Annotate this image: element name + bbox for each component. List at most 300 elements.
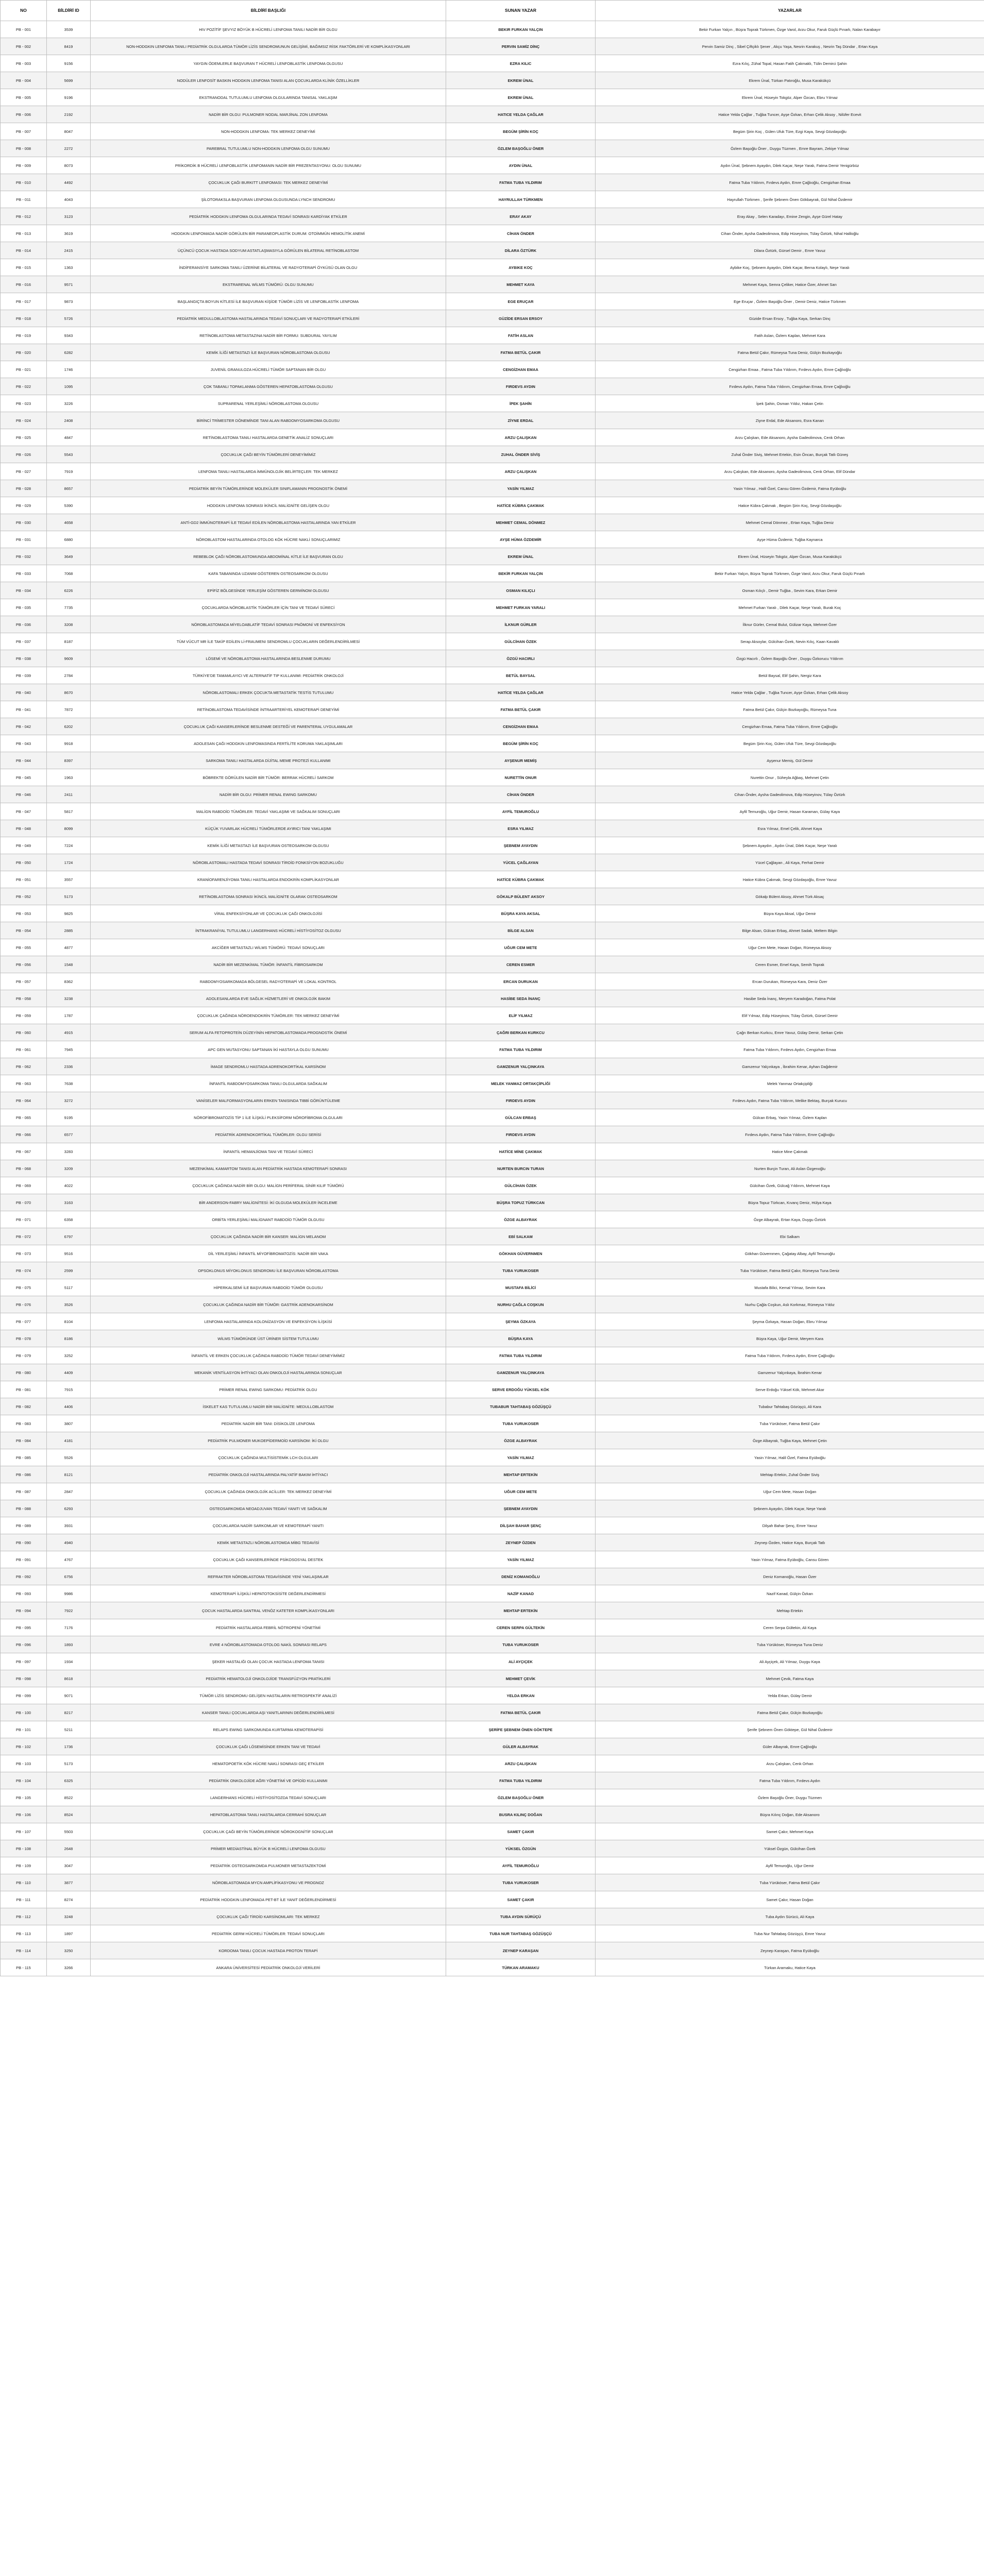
cell-id-text: 1897 (64, 1931, 73, 1936)
cell-id-text: 6293 (64, 1506, 73, 1511)
cell-no (1, 1619, 47, 1636)
cell-presenter (446, 259, 596, 276)
cell-presenter-text: AYBIKE KOÇ (508, 265, 533, 270)
header-row (1, 1, 984, 21)
table-row (1, 1568, 984, 1585)
cell-id (47, 786, 91, 803)
table-row (1, 837, 984, 854)
cell-authors-text: Arzu Çalışkan, Ede Aksanoro, Aysha Gadeolimova, Cenk Orhan, Elif Dündar (724, 469, 856, 474)
cell-no (1, 1806, 47, 1823)
cell-id (47, 565, 91, 582)
table-row (1, 106, 984, 123)
cell-no (1, 1925, 47, 1942)
cell-title (91, 106, 446, 123)
cell-title (91, 1143, 446, 1160)
cell-authors-text: Uğur Cem Mete, Hasan Doğan (763, 1489, 817, 1494)
cell-id-text: 9156 (64, 61, 73, 66)
cell-authors-text: Gülcihan Özek, Gülcağ Yıldırım, Mehmet Kaya (750, 1183, 830, 1188)
cell-authors-text: Nurten Burçin Turan, Ali Aslan Özgenoğlu (754, 1166, 825, 1171)
cell-authors-text: Tuba Yürüköser, Rümeysa Tuna Deniz (756, 1642, 823, 1647)
cell-id-text: 2336 (64, 1064, 73, 1069)
cell-title (91, 395, 446, 412)
cell-no (1, 1891, 47, 1908)
table-row (1, 1347, 984, 1364)
cell-presenter (446, 939, 596, 956)
cell-no-text: PB - 032 (15, 554, 31, 559)
cell-title-text: ÇOCUKLUK ÇAĞINDA NÖROENDOKRİN TÜMÖRLER: TEK MERKEZ DENEYİMİ (197, 1013, 340, 1018)
cell-id-text: 8522 (64, 1795, 73, 1800)
table-row (1, 820, 984, 837)
header-title: BİLDİRİ BAŞLIĞI (91, 1, 446, 21)
cell-id (47, 1296, 91, 1313)
cell-title-text: İNTRAKRANİYAL TUTULUMLU LANGERHANS HÜCRELİ HİSTİYOSİTOZ OLGUSU (195, 928, 341, 933)
cell-title (91, 89, 446, 106)
cell-presenter (446, 1704, 596, 1721)
cell-authors-text: Yasin Yılmaz, Halil Özel, Fatma Eyüboğlu (754, 1455, 826, 1460)
cell-title (91, 361, 446, 378)
cell-presenter (446, 55, 596, 72)
cell-title (91, 1126, 446, 1143)
cell-id (47, 1840, 91, 1857)
cell-presenter-text: BÜŞRA TOPUZ TÜRKCAN (497, 1200, 545, 1205)
cell-title (91, 531, 446, 548)
cell-authors-text: Melek Yanmaz Ortakçipliği (767, 1081, 813, 1086)
cell-title (91, 1058, 446, 1075)
table-row (1, 922, 984, 939)
cell-presenter-text: PERVIN SAMİZ DİNÇ (501, 44, 540, 49)
cell-authors-text: Zeynep Özden, Hatice Kaya, Burçak Tatlı (754, 1540, 825, 1545)
cell-authors (596, 752, 984, 769)
cell-no-text: PB - 102 (15, 1744, 31, 1749)
cell-id (47, 55, 91, 72)
cell-no (1, 1534, 47, 1551)
cell-title-text: PAREBRAL TUTULUMLU NON-HODGKIN LENFOMA OLGU SUNUMU (206, 146, 330, 151)
cell-title-text: RETİNOBLASTOMA TEDAVİSİNDE İNTRAARTERİYEL KEMOTERAPİ DENEYİMİ (197, 707, 340, 712)
cell-no-text: PB - 016 (15, 282, 31, 287)
cell-id (47, 718, 91, 735)
cell-no-text: PB - 095 (15, 1625, 31, 1630)
table-row (1, 684, 984, 701)
cell-title-text: NÖROBLASTOMALI HASTADA TEDAVİ SONRASI TİROİD FONKSİYON BOZUKLUĞU (193, 860, 344, 865)
cell-authors (596, 1619, 984, 1636)
cell-title-text: HODGKIN LENFOMADA NADİR GÖRÜLEN BİR PARANEOPLASTİK DURUM: OTOİMMÜN HEMOLİTİK ANEMİ (171, 231, 365, 236)
cell-no (1, 429, 47, 446)
cell-authors-text: Yasin Yılmaz , Halil Özel, Cansu Gören Özdemir, Fatma Eyüboğlu (733, 486, 846, 491)
cell-id-text: 5211 (64, 1727, 73, 1732)
cell-title-text: ÇOCUKLARDA NÖROBLASTİK TÜMÖRLER İÇİN TANI VE TEDAVİ SÜRECİ (201, 605, 335, 610)
cell-title-text: İNDİFERANSİYE SARKOMA TANILI ÜZERİNE BİLATERAL VE RADYOTERAPİ ÖYKÜSÜ OLAN OLGU (179, 265, 358, 270)
cell-authors-text: Arzu Çalışkan, Cenk Orhan (766, 1761, 813, 1766)
cell-authors (596, 633, 984, 650)
cell-id (47, 1211, 91, 1228)
cell-no (1, 820, 47, 837)
cell-title-text: SERUM ALFA FETOPROTEİN DÜZEYİNİN HEPATOBLASTOMADA PROGNOSTİK ÖNEMİ (189, 1030, 347, 1035)
cell-authors-text: İlknur Gürler, Cemal Bulut, Gülizar Kaya, Mehmet Özer (742, 622, 837, 627)
cell-authors-text: Ayşe Hüma Özdemir, Tuğba Kaynarca (757, 537, 823, 542)
cell-id-text: 6226 (64, 588, 73, 593)
cell-authors (596, 871, 984, 888)
cell-title (91, 1279, 446, 1296)
cell-no (1, 327, 47, 344)
cell-no-text: PB - 080 (15, 1370, 31, 1375)
cell-authors-text: Begüm Şirin Koç, Gülen Ufuk Türe, Sevgi Gözdaşoğlu (743, 741, 836, 746)
cell-presenter-text: FATMA TUBA YILDIRIM (499, 1778, 542, 1783)
cell-no (1, 1415, 47, 1432)
cell-authors (596, 1024, 984, 1041)
cell-presenter (446, 684, 596, 701)
cell-title-text: HIV POZİTİF ŞEVYIZ BÖYÜK B HÜCRELİ LENFOMA TANILI NADİR BİR OLGU (199, 27, 337, 32)
cell-title (91, 1160, 446, 1177)
cell-title-text: BÖBREKTE GÖRÜLEN NADİR BİR TÜMÖR: BERRAK HÜCRELİ SARKOM (202, 775, 334, 780)
cell-id-text: 1548 (64, 962, 73, 967)
cell-no-text: PB - 015 (15, 265, 31, 270)
cell-id (47, 1653, 91, 1670)
cell-authors (596, 1092, 984, 1109)
cell-authors (596, 1959, 984, 1976)
cell-authors (596, 956, 984, 973)
cell-no (1, 106, 47, 123)
cell-no (1, 378, 47, 395)
cell-authors-text: Çağrı Berkan Kurkcu, Emre Yavuz, Gülay Demir, Serkan Çetin (736, 1030, 843, 1035)
cell-no (1, 1959, 47, 1976)
cell-title (91, 429, 446, 446)
cell-presenter-text: BÜŞRA KAYA AKSAL (501, 911, 540, 916)
cell-title (91, 956, 446, 973)
cell-title-text: APC GEN MUTASYONU SAPTANAN İKİ HASTAYLA OLGU SUNUMU (208, 1047, 329, 1052)
cell-title-text: LENFOMA TANILI HASTALARDA İMMÜNOLOJİK BELİRTEÇLER: TEK MERKEZ (198, 469, 338, 474)
cell-no (1, 361, 47, 378)
cell-title-text: EVRE 4 NÖROBLASTOMADA OTOLOG NAKİL SONRASI RELAPS (209, 1642, 327, 1647)
cell-title-text: KEMİK İLİĞİ METASTAZI İLE BAŞVURAN OSTEOSARKOM OLGUSU (207, 843, 329, 848)
cell-authors-text: Gökalp Bülent Aksoy, Ahmet Türk Aksaç (755, 894, 824, 899)
cell-id-text: 3557 (64, 877, 73, 882)
cell-id (47, 191, 91, 208)
cell-title-text: LENFOMA HASTALARINDA KOLONİZASYON VE ENFEKSİYON İLİŞKİSİ (204, 1319, 332, 1324)
cell-presenter-text: TÜRKAN ARAMAKU (502, 1965, 539, 1970)
cell-title (91, 1415, 446, 1432)
cell-no (1, 1704, 47, 1721)
cell-id (47, 1517, 91, 1534)
cell-title-text: ÇOCUKLUK ÇAĞINDA NADİR BİR TÜMÖR: GASTRİK ADENOKARSİNOM (203, 1302, 333, 1307)
cell-id (47, 1772, 91, 1789)
table-row (1, 514, 984, 531)
cell-id (47, 854, 91, 871)
cell-title (91, 1432, 446, 1449)
cell-authors (596, 599, 984, 616)
table-row (1, 1721, 984, 1738)
cell-title (91, 565, 446, 582)
cell-authors (596, 293, 984, 310)
cell-presenter-text: HATICE YELDA ÇAĞLAR (498, 112, 544, 117)
cell-id-text: 9873 (64, 299, 73, 304)
cell-authors-text: Zuhal Önder Siviş, Mehmet Ertekin, Esin Öncan, Burçak Tatlı Güneş (731, 452, 849, 457)
cell-id-text: 8187 (64, 639, 73, 644)
cell-id (47, 72, 91, 89)
cell-presenter-text: CİHAN ÖNDER (507, 792, 534, 797)
cell-no-text: PB - 045 (15, 775, 31, 780)
cell-id-text: 8397 (64, 758, 73, 763)
cell-no-text: PB - 087 (15, 1489, 31, 1494)
cell-presenter-text: ÖZGE ALBAYRAK (504, 1217, 537, 1222)
cell-id (47, 684, 91, 701)
cell-authors (596, 1262, 984, 1279)
cell-authors-text: Fatma Tuba Yıldırım, Fırdevs Aydın, Cengizhan Emaa (743, 1047, 836, 1052)
cell-no (1, 1432, 47, 1449)
cell-id (47, 633, 91, 650)
cell-authors-text: Hatice Yelda Çağlar , Tuğba Tuncer, Ayşe Özkan, Erhan Çelik Aksoy (731, 690, 849, 695)
table-row (1, 446, 984, 463)
cell-title (91, 1619, 446, 1636)
cell-presenter-text: FATMA BETÜL ÇAKIR (500, 707, 541, 712)
cell-id-text: 9918 (64, 741, 73, 746)
cell-title (91, 344, 446, 361)
cell-id-text: 3283 (64, 1149, 73, 1154)
cell-title (91, 1908, 446, 1925)
cell-presenter-text: YASİN YILMAZ (507, 486, 534, 491)
cell-authors-text: Tuba Yürüköser, Fatma Betül Çakır, Rümeysa Tuna Deniz (740, 1268, 840, 1273)
cell-presenter-text: FATMA TUBA YILDIRIM (499, 180, 542, 185)
cell-presenter (446, 1126, 596, 1143)
cell-no-text: PB - 079 (15, 1353, 31, 1358)
cell-authors-text: Hatice Kübra Çakmak , Begüm Şirin Koç, Sevgi Gözdaşoğlu (738, 503, 842, 508)
cell-id-text: 3238 (64, 996, 73, 1001)
cell-id (47, 21, 91, 38)
cell-presenter-text: HAYRULLAH TÜRKMEN (498, 197, 543, 202)
cell-authors (596, 106, 984, 123)
cell-no (1, 1075, 47, 1092)
cell-presenter-text: BEGÜM ŞİRİN KOÇ (503, 129, 538, 134)
cell-no (1, 276, 47, 293)
cell-title-text: WİLMS TÜMÖRÜNDE ÜST ÜRİNER SİSTEM TUTULUMU (217, 1336, 319, 1341)
cell-title-text: ÇOCUKLUK ÇAĞI TİROİD KARSİNOMLARI: TEK MERKEZ (216, 1914, 320, 1919)
cell-authors-text: Mehmet Furkan Yaralı , Dilek Kaçar, Neşe Yaralı, Burak Koç (738, 605, 841, 610)
cell-title (91, 769, 446, 786)
cell-authors-text: Ebi Salkam (780, 1234, 800, 1239)
cell-presenter-text: HASİBE SEDA İNANÇ (501, 996, 540, 1001)
cell-presenter (446, 208, 596, 225)
cell-presenter-text: EKREM ÜNAL (507, 78, 534, 83)
header-authors: YAZARLAR (596, 1, 984, 21)
cell-title-text: RETİNOBLASTOMA METASTAZINA NADİR BİR FORMU: SUBDURAL YAYILIM (199, 333, 337, 338)
cell-no-text: PB - 027 (15, 469, 31, 474)
cell-no-text: PB - 089 (15, 1523, 31, 1528)
table-row (1, 803, 984, 820)
cell-id (47, 310, 91, 327)
cell-title-text: VANİSELER MALFORMASYONLARIN ERKEN TANISINDA TIBBİ GÖRÜNTÜLEME (196, 1098, 341, 1103)
table-row (1, 1517, 984, 1534)
cell-presenter (446, 803, 596, 820)
cell-title-text: NÖROBLASTOMADA MİYELOABLATİF TEDAVİ SONRASI PNÖMONİ VE ENFEKSİYON (191, 622, 345, 627)
cell-authors-text: Mustafa Bilici, Kemal Yılmaz, Sevim Kara (754, 1285, 825, 1290)
cell-id (47, 446, 91, 463)
cell-no (1, 1636, 47, 1653)
cell-authors (596, 174, 984, 191)
cell-authors-text: Mehtap Ertekin, Zuhal Önder Siviş (760, 1472, 820, 1477)
cell-title (91, 1075, 446, 1092)
cell-no-text: PB - 049 (15, 843, 31, 848)
cell-title-text: KÜÇÜK YUVARLAK HÜCRELİ TÜMÖRLERDE AYIRICI TANI YAKLAŞIMI (205, 826, 331, 831)
cell-presenter (446, 752, 596, 769)
cell-title (91, 837, 446, 854)
cell-no (1, 1007, 47, 1024)
cell-no-text: PB - 052 (15, 894, 31, 899)
cell-no (1, 718, 47, 735)
cell-no-text: PB - 047 (15, 809, 31, 814)
cell-authors-text: Arzu Çalışkan, Ede Aksanoro, Aysha Gadeolimova, Cenk Orhan (735, 435, 845, 440)
cell-id (47, 1925, 91, 1942)
cell-authors-text: Betül Baysal, Elif Şahin, Nergiz Kara (758, 673, 821, 678)
cell-no-text: PB - 112 (16, 1914, 31, 1919)
cell-no (1, 701, 47, 718)
cell-no (1, 599, 47, 616)
cell-presenter (446, 1075, 596, 1092)
cell-no-text: PB - 040 (15, 690, 31, 695)
cell-presenter-text: FIRDEVS AYDIN (506, 1098, 535, 1103)
cell-no-text: PB - 099 (15, 1693, 31, 1698)
cell-no (1, 1755, 47, 1772)
cell-no-text: PB - 017 (15, 299, 31, 304)
cell-id (47, 361, 91, 378)
cell-presenter (446, 973, 596, 990)
table-row (1, 1092, 984, 1109)
cell-no (1, 1653, 47, 1670)
cell-id (47, 1857, 91, 1874)
cell-authors (596, 72, 984, 89)
cell-authors (596, 1160, 984, 1177)
table-row (1, 1619, 984, 1636)
table-row (1, 1551, 984, 1568)
cell-title-text: REFRAKTER NÖROBLASTOMA TEDAVİSİNDE YENİ YAKLAŞIMLAR (208, 1574, 329, 1579)
cell-id (47, 480, 91, 497)
cell-authors (596, 1126, 984, 1143)
cell-no (1, 395, 47, 412)
cell-title-text: RETİNOBLASTOMA TANILI HASTALARDA GENETİK ANALİZ SONUÇLARI (202, 435, 334, 440)
cell-authors (596, 1381, 984, 1398)
cell-authors-text: Büşra Kılınç Doğan, Ede Aksanoro (760, 1812, 820, 1817)
cell-authors-text: Ekrem Ünal, Hüseyin Tokgöz, Alper Özcan, Musa Karakükçü (738, 554, 842, 559)
cell-title (91, 1789, 446, 1806)
cell-id-text: 1893 (64, 1642, 73, 1647)
cell-title-text: EKSTRANODAL TUTULUMLU LENFOMA OLGULARINDA TANISAL YAKLAŞIM (199, 95, 337, 100)
cell-no-text: PB - 005 (15, 95, 31, 100)
cell-no (1, 1551, 47, 1568)
cell-presenter-text: İLKNUR GÜRLER (504, 622, 537, 627)
cell-authors (596, 1313, 984, 1330)
cell-presenter (446, 395, 596, 412)
cell-no (1, 1024, 47, 1041)
cell-id-text: 2599 (64, 1268, 73, 1273)
cell-no-text: PB - 054 (15, 928, 31, 933)
cell-title-text: PRİMER MEDİASTİNAL BÜYÜK B HÜCRELİ LENFOMA OLGUSU (211, 1846, 326, 1851)
cell-id-text: 5117 (64, 1285, 73, 1290)
cell-no (1, 1160, 47, 1177)
cell-title (91, 1653, 446, 1670)
cell-id-text: 9071 (64, 1693, 73, 1698)
table-row (1, 531, 984, 548)
cell-presenter-text: ZEYNEP KARAŞAN (502, 1948, 539, 1953)
cell-authors-text: Hatice Kübra Çakmak, Sevgi Gözdaşoğlu, Emre Yavuz (742, 877, 837, 882)
table-row (1, 1126, 984, 1143)
cell-no-text: PB - 061 (15, 1047, 31, 1052)
cell-id (47, 1670, 91, 1687)
cell-authors (596, 21, 984, 38)
cell-title (91, 1687, 446, 1704)
table-row (1, 1398, 984, 1415)
cell-presenter (446, 1840, 596, 1857)
table-row (1, 1262, 984, 1279)
cell-presenter-text: ARZU ÇALIŞKAN (504, 1761, 537, 1766)
cell-no (1, 38, 47, 55)
cell-no (1, 1738, 47, 1755)
cell-title-text: PEDİATRİK MEDULLOBLASTOMA HASTALARINDA TEDAVİ SONUÇLARI VE RADYOTERAPİ ETKİLERİ (177, 316, 360, 321)
cell-authors-text: Nurettin Onur , Süheyla Ağbaş, Mehmet Çetin (750, 775, 829, 780)
table-header (1, 1, 984, 21)
cell-presenter-text: ARZU ÇALIŞKAN (504, 469, 537, 474)
cell-id (47, 242, 91, 259)
cell-no-text: PB - 021 (15, 367, 31, 372)
table-row (1, 1228, 984, 1245)
cell-id-text: 3209 (64, 1166, 73, 1171)
cell-id (47, 888, 91, 905)
table-row (1, 1194, 984, 1211)
cell-presenter-text: YASİN YILMAZ (507, 1557, 534, 1562)
cell-no-text: PB - 072 (15, 1234, 31, 1239)
cell-id (47, 769, 91, 786)
cell-title-text: ANTİ-GD2 İMMÜNOTERAPİ İLE TEDAVİ EDİLEN NÖROBLASTOMA HASTALARINDA YAN ETKİLER (180, 520, 356, 525)
cell-presenter-text: ELİF YILMAZ (508, 1013, 533, 1018)
cell-no-text: PB - 009 (15, 163, 31, 168)
cell-title (91, 480, 446, 497)
cell-no-text: PB - 012 (15, 214, 31, 219)
cell-presenter-text: MEHMET CEMAL DÖNMEZ (496, 520, 546, 525)
cell-title-text: ADOLESAN ÇAĞI HODGKIN LENFOMASINDA FERTİLİTE KORUMA YAKLAŞIMLARI (194, 741, 343, 746)
cell-presenter (446, 1466, 596, 1483)
cell-no (1, 446, 47, 463)
cell-id-text: 3272 (64, 1098, 73, 1103)
cell-title-text: ÇOCUKLUK ÇAĞINDA NADİR BİR KANSER: MALİGN MELANOM (210, 1234, 326, 1239)
cell-no (1, 1449, 47, 1466)
cell-authors (596, 1211, 984, 1228)
cell-id-text: 8670 (64, 690, 73, 695)
cell-title (91, 1517, 446, 1534)
cell-authors-text: Büşra Kaya, Uğur Demir, Meryem Kara (756, 1336, 824, 1341)
cell-id (47, 123, 91, 140)
cell-title (91, 633, 446, 650)
cell-presenter (446, 1024, 596, 1041)
cell-title (91, 276, 446, 293)
cell-authors-text: Bekir Furkan Yalçın, Büşra Toprak Türkmen, Özge Varol, Arzu Okur, Faruk Güçlü Pınarlı (715, 571, 865, 576)
cell-no-text: PB - 008 (15, 146, 31, 151)
table-row (1, 463, 984, 480)
cell-title (91, 1959, 446, 1976)
cell-authors-text: Begüm Şirin Koç , Gülen Ufuk Türe, Ezgi Kaya, Sevgi Gözdaşoğlu (733, 129, 846, 134)
cell-no (1, 293, 47, 310)
cell-presenter (446, 1619, 596, 1636)
cell-presenter-text: TUBA YURUKOSER (502, 1880, 539, 1885)
cell-no-text: PB - 013 (15, 231, 31, 236)
cell-title-text: BAŞLANGIÇTA BOYUN KİTLESİ İLE BAŞVURAN KİŞİDE TÜMÖR LİZİS VE LENFOBLASTİK LENFOMA (177, 299, 359, 304)
table-row (1, 1381, 984, 1398)
cell-presenter (446, 1772, 596, 1789)
cell-id (47, 208, 91, 225)
cell-no-text: PB - 036 (15, 622, 31, 627)
cell-authors (596, 1772, 984, 1789)
cell-authors (596, 446, 984, 463)
cell-presenter-text: CENGİZHAN EMAA (503, 724, 538, 729)
cell-id-text: 5503 (64, 1829, 73, 1834)
cell-authors (596, 905, 984, 922)
table-row (1, 310, 984, 327)
